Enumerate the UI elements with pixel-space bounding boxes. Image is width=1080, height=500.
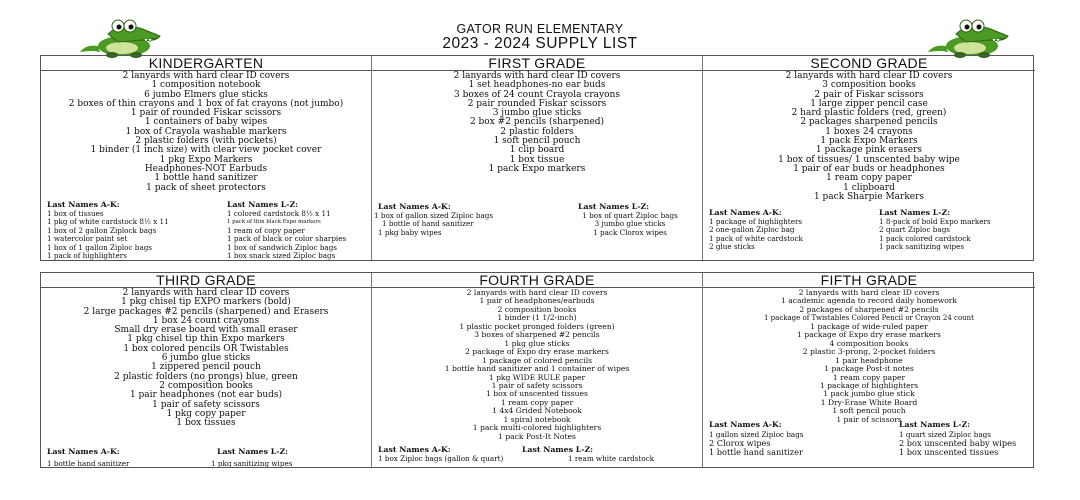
list-item: 6 jumbo Elmers glue sticks [144, 89, 268, 100]
grade-column-second [703, 56, 1035, 260]
grade-column-third [41, 273, 372, 467]
list-item: 2 box #2 pencils (sharpened) [469, 117, 605, 128]
list-item: 1 soft pencil pouch [493, 136, 581, 147]
list-item: 1 box of tissues/ 1 unscented baby wipe [778, 154, 960, 165]
list-item: 1 box of unscented tissues [486, 389, 588, 399]
last-names-a-k-label: Last Names A-K: [378, 445, 451, 454]
list-item: 2 lanyards with hard clear ID covers [122, 288, 290, 298]
list-item: 2 hard plastic folders (red, green) [791, 108, 947, 119]
list-item: 1 box tissue [509, 154, 565, 165]
list-item: 1 pack Post-It Notes [498, 431, 576, 441]
last-names-l-z-label: Last Names L-Z: [522, 445, 594, 454]
last-names-a-k [709, 420, 879, 458]
list-item: 1 soft pencil pouch [832, 406, 906, 416]
list-item: 1 pack of sheet protectors [146, 182, 266, 193]
list-item: 1 box Ziploc bags (gallon & quart) [378, 454, 504, 463]
list-item: Headphones-NOT Earbuds [144, 163, 268, 174]
list-item: 1 binder (1 1/2-inch) [497, 313, 577, 323]
list-item: 2 composition books [497, 304, 577, 314]
list-item: 1 package pink erasers [815, 145, 923, 156]
list-item: 2 quart Ziploc bags [879, 225, 950, 235]
grade-title: KINDERGARTEN [41, 56, 371, 71]
list-item: 1 pkg WIDE RULE paper [488, 372, 586, 382]
list-item: 1 zippered pencil pouch [151, 362, 261, 373]
list-item: 1 large zipper pencil case [810, 98, 928, 109]
list-item: 2 plastic folders (with pockets) [135, 136, 277, 147]
list-item: 1 pkg glue sticks [504, 338, 570, 348]
grade-title: THIRD GRADE [41, 273, 371, 288]
last-names-l-z-label: Last Names L-Z: [227, 200, 299, 209]
last-names-a-k [47, 200, 217, 260]
list-item: 1 package of highlighters [709, 217, 803, 226]
list-item: 1 pair headphone [835, 355, 903, 365]
list-item: 3 jumbo glue sticks [492, 108, 582, 119]
list-item: 1 colored cardstock 8½ x 11 [227, 209, 331, 218]
last-names-l-z [879, 208, 1033, 252]
list-item: 1 pack of black or color sharpies [227, 234, 347, 244]
list-item: 2 one-gallon Ziploc bag [709, 225, 795, 235]
list-item: 1 ream copy paper [832, 372, 906, 382]
list-item: 1 box tissues [176, 418, 236, 429]
list-item: 2 large packages #2 pencils (sharpened) and Erasers [83, 306, 329, 317]
supply-list [41, 288, 371, 428]
last-names-a-k-label: Last Names A-K: [47, 200, 120, 209]
supply-list [703, 288, 1035, 424]
list-item: 2 packages sharpened pencils [800, 117, 938, 128]
list-item: 1 bottle hand sanitizer and 1 container of wipes [444, 364, 630, 374]
supply-grid-top [40, 55, 1034, 261]
list-item: 1 gallon sized Ziploc bags [709, 430, 804, 439]
list-item: 1 pkg chisel tip EXPO markers (bold) [121, 297, 291, 308]
list-item: 1 pkg chisel tip thin Expo markers [127, 334, 285, 345]
last-names-l-z [522, 445, 702, 463]
list-item: 1 pkg of white cardstock 8½ x 11 [47, 217, 169, 227]
list-item: 1 Dry-Erase White Board [820, 397, 918, 407]
list-item: 1 pair of ear buds or headphones [793, 163, 945, 174]
list-item: 1 academic agenda to record daily homework [780, 296, 958, 306]
list-item: 1 watercolor paint set [47, 234, 128, 244]
list-item: 1 pack Expo Markers [820, 136, 918, 147]
list-item: 1 box snack sized Ziploc bags [227, 251, 336, 260]
last-names-l-z-label: Last Names L-Z: [879, 208, 951, 217]
list-item: 1 pack multi-colored highlighters [472, 423, 602, 433]
list-item: 2 pair rounded Fiskar scissors [467, 98, 607, 109]
list-item: 1 containers of baby wipes [144, 117, 268, 128]
list-item: 2 lanyards with hard clear ID covers [798, 288, 940, 297]
list-item: 1 pack Sharpie Markers [813, 191, 925, 202]
list-item: 1 package of highlighters [819, 380, 919, 390]
list-item: 1 box of tissues [47, 209, 104, 218]
list-item: 1 pkg copy paper [166, 408, 246, 419]
list-item: 1 pair of scissors [836, 414, 902, 424]
last-names-l-z-label: Last Names L-Z: [217, 447, 289, 456]
list-item: 1 binder (1 inch size) with clear view pocket cover [90, 145, 322, 156]
list-item: 1 box of Crayola washable markers [125, 126, 287, 137]
list-item: 1 pkg sanitizing wipes [211, 459, 293, 467]
list-item: 1 package of colored pencils [481, 355, 593, 365]
grade-title: SECOND GRADE [703, 56, 1035, 71]
list-item: 1 quart sized Ziploc bags [899, 430, 991, 439]
list-item: 1 box of gallon sized Ziploc bags [374, 211, 494, 220]
list-item: 2 plastic 3-prong, 2-pocket folders [802, 347, 936, 357]
list-item: 1 8-pack of bold Expo markers [879, 217, 991, 226]
last-names-l-z [558, 202, 702, 237]
list-item: 1 pkg baby wipes [378, 227, 442, 237]
last-names-a-k [709, 208, 869, 252]
grade-column-fifth [703, 273, 1035, 467]
supply-list [372, 288, 702, 441]
list-item: 1 set headphones-no ear buds [468, 80, 606, 91]
list-item: 2 lanyards with hard clear ID covers [453, 71, 621, 81]
list-item: 1 spiral notebook [503, 414, 571, 424]
list-item: 1 4x4 Grided Notebook [492, 406, 582, 416]
grade-title: FOURTH GRADE [372, 273, 702, 288]
last-names-l-z-label: Last Names L-Z: [899, 420, 971, 429]
last-names-a-k [374, 202, 524, 237]
list-item: 1 pkg Expo Markers [159, 154, 253, 165]
list-item: 2 lanyards with hard clear ID covers [122, 71, 290, 81]
list-item: 2 package of Expo dry erase markers [465, 347, 609, 357]
list-item: 1 pair of rounded Fiskar scissors [130, 108, 282, 119]
list-item: 1 package of wide-ruled paper [810, 321, 928, 331]
list-item: 2 composition books [159, 380, 253, 391]
grade-title: FIRST GRADE [372, 56, 702, 71]
list-item: 1 pair of safety scissors [491, 380, 583, 390]
page-header [0, 0, 1080, 56]
last-names-a-k-label: Last Names A-K: [378, 202, 451, 211]
gator-mascot-icon [926, 16, 1010, 58]
last-names-l-z [899, 420, 1033, 458]
school-name: GATOR RUN ELEMENTARY [456, 22, 624, 36]
last-names-a-k-label: Last Names A-K: [709, 208, 782, 217]
list-item: 1 package Post-it notes [824, 364, 914, 374]
list-item: 1 pack Expo markers [488, 163, 586, 174]
list-item: 1 box colored pencils OR Twistables [123, 343, 289, 354]
list-item: 1 ream copy paper [826, 173, 912, 184]
list-item: 1 clip board [509, 145, 565, 156]
list-item: 3 composition books [822, 80, 916, 91]
supply-list [703, 71, 1035, 202]
list-item: 1 composition notebook [151, 80, 261, 91]
list-item: 1 pack of white cardstock [709, 233, 803, 243]
list-item: 1 pack of thin black Expo markers [227, 219, 321, 226]
list-item: 1 bottle hand sanitizer [709, 447, 803, 458]
list-item: 1 pack jumbo glue stick [823, 389, 915, 399]
supply-list [41, 71, 371, 193]
list-item: 3 boxes of sharpened #2 pencils [474, 330, 600, 340]
list-item: 1 pack Clorox wipes [593, 227, 667, 237]
last-names-a-k-label: Last Names A-K: [709, 420, 782, 429]
list-item: 1 box 24 count crayons [152, 315, 260, 326]
list-item: 1 ream of copy paper [227, 225, 305, 235]
last-names-a-k [47, 447, 207, 467]
list-item: Small dry erase board with small eraser [114, 325, 298, 336]
supply-list [372, 71, 702, 174]
list-item: 1 pair headphones (not ear buds) [129, 390, 283, 401]
list-item: 1 box of 2 gallon Ziplock bags [47, 225, 157, 235]
last-names-l-z-label: Last Names L-Z: [578, 202, 650, 211]
last-names-l-z [227, 200, 371, 260]
list-item: 1 package of Twistables Colored Pencil or Crayon 24 count [763, 314, 974, 323]
list-item: 2 pair of Fiskar scissors [814, 89, 924, 100]
list-item: 1 bottle hand sanitizer [154, 173, 258, 184]
list-item: 2 Clorox wipes [709, 438, 771, 449]
list-item: 1 pair of safety scissors [152, 399, 260, 410]
list-item: 2 lanyards with hard clear ID covers [466, 288, 608, 297]
list-item: 1 clipboard [843, 182, 895, 193]
grade-column-kindergarten [41, 56, 372, 260]
last-names-a-k-label: Last Names A-K: [47, 447, 120, 456]
grade-title: FIFTH GRADE [703, 273, 1035, 288]
list-item: 1 pack sanitizing wipes [879, 242, 965, 252]
list-item: 1 pack colored cardstock [879, 233, 971, 243]
list-item: 1 pack of highlighters [47, 251, 127, 260]
grade-column-fourth [372, 273, 703, 467]
last-names-l-z [211, 447, 371, 467]
list-item: 3 boxes of 24 count Crayola crayons [454, 89, 620, 100]
supply-grid-bottom [40, 272, 1034, 468]
list-item: 1 box of quart Ziploc bags [582, 211, 678, 220]
list-item: 2 plastic folders (no prongs) blue, green [114, 371, 298, 382]
list-item: 1 boxes 24 crayons [825, 126, 913, 137]
list-item: 2 lanyards with hard clear ID covers [785, 71, 953, 81]
list-item: 4 composition books [829, 338, 909, 348]
list-item: 2 glue sticks [709, 242, 755, 252]
list-item: 1 pair of headphones/earbuds [479, 296, 595, 306]
list-item: 1 plastic pocket pronged folders (green) [459, 321, 615, 331]
list-item: 1 box unscented tissues [899, 447, 999, 458]
page-title: 2023 - 2024 SUPPLY LIST [442, 35, 638, 52]
list-item: 6 jumbo glue sticks [161, 353, 251, 364]
list-item: 1 bottle of hand sanitizer [382, 219, 474, 229]
list-item: 1 ream white cardstock [568, 454, 655, 463]
list-item: 2 plastic folders [500, 126, 574, 137]
list-item: 2 boxes of thin crayons and 1 box of fat crayons (not jumbo) [68, 98, 344, 109]
grade-column-first [372, 56, 703, 260]
list-item: 1 package of Expo dry erase markers [797, 330, 941, 340]
list-item: 3 jumbo glue sticks [594, 219, 666, 229]
list-item: 2 box unscented baby wipes [899, 438, 1017, 449]
list-item: 1 ream copy paper [500, 397, 574, 407]
list-item: 1 box of sandwich Ziploc bags [227, 242, 337, 252]
list-item: 1 box of 1 gallon Ziploc bags [47, 242, 152, 252]
list-item: 1 bottle hand sanitizer [47, 459, 130, 467]
list-item: 2 packages of sharpened #2 pencils [799, 304, 939, 314]
